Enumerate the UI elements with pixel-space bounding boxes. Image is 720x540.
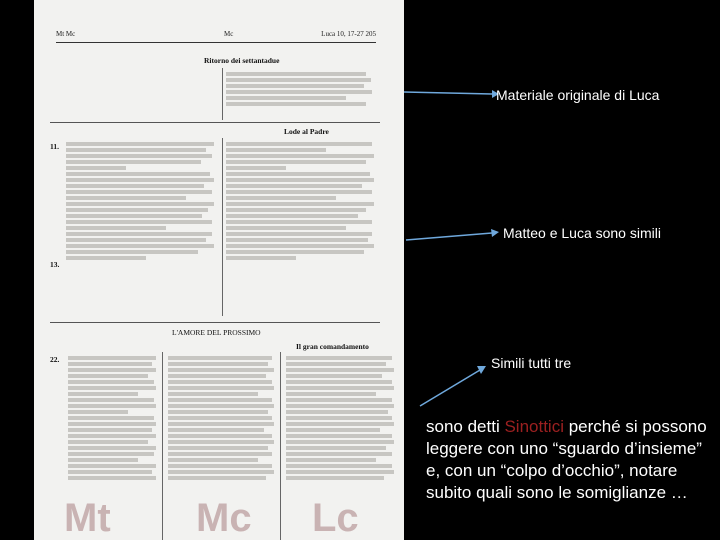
sinottici-paragraph <box>426 416 718 504</box>
verse-number-22: 22. <box>50 355 60 364</box>
column-divider <box>162 352 163 540</box>
header-left: Mt Mc <box>56 30 76 38</box>
label-mt: Mt <box>64 496 111 540</box>
para-after: perché si possono leggere con uno “sguardo d’insieme” e, con un “colpo d’occhio”, notare subito quali sono le somiglianze … <box>426 417 707 502</box>
label-lc: Lc <box>312 496 359 540</box>
scan-text-luca-2 <box>226 140 376 315</box>
scanned-bible-page <box>34 0 404 540</box>
note-matteo-luca: Matteo e Luca sono simili <box>503 225 661 241</box>
section-title-amore: L'AMORE DEL PROSSIMO <box>172 328 261 337</box>
section-title-lode: Lode al Padre <box>284 127 329 136</box>
label-mc: Mc <box>196 496 252 540</box>
section-title-comandamento: Il gran comandamento <box>296 342 369 351</box>
page-header <box>56 30 376 43</box>
column-divider <box>222 138 223 316</box>
scan-text-matteo-2 <box>66 140 216 315</box>
column-divider <box>280 352 281 540</box>
annotation-arrows <box>400 0 500 420</box>
arrow-head-3 <box>477 366 486 374</box>
arrow-head-2 <box>491 229 499 237</box>
note-materiale-luca: Materiale originale di Luca <box>496 87 660 103</box>
section-rule <box>50 122 380 123</box>
verse-number-13: 13. <box>50 260 60 269</box>
section-title-ritorno: Ritorno dei settantadue <box>204 56 280 65</box>
section-rule <box>50 322 380 323</box>
verse-number-11: 11. <box>50 142 59 151</box>
note-simili-tre: Simili tutti tre <box>491 355 572 371</box>
scan-text-luca-1 <box>226 70 376 120</box>
header-right: Luca 10, 17-27 205 <box>321 30 376 38</box>
arrow-line-1 <box>404 92 492 94</box>
arrow-line-3 <box>420 370 480 406</box>
column-divider <box>222 68 223 120</box>
arrow-line-2 <box>406 233 492 240</box>
header-mid: Mc <box>224 30 234 38</box>
para-before: sono detti <box>426 417 505 436</box>
para-highlight-sinottici: Sinottici <box>504 417 564 436</box>
